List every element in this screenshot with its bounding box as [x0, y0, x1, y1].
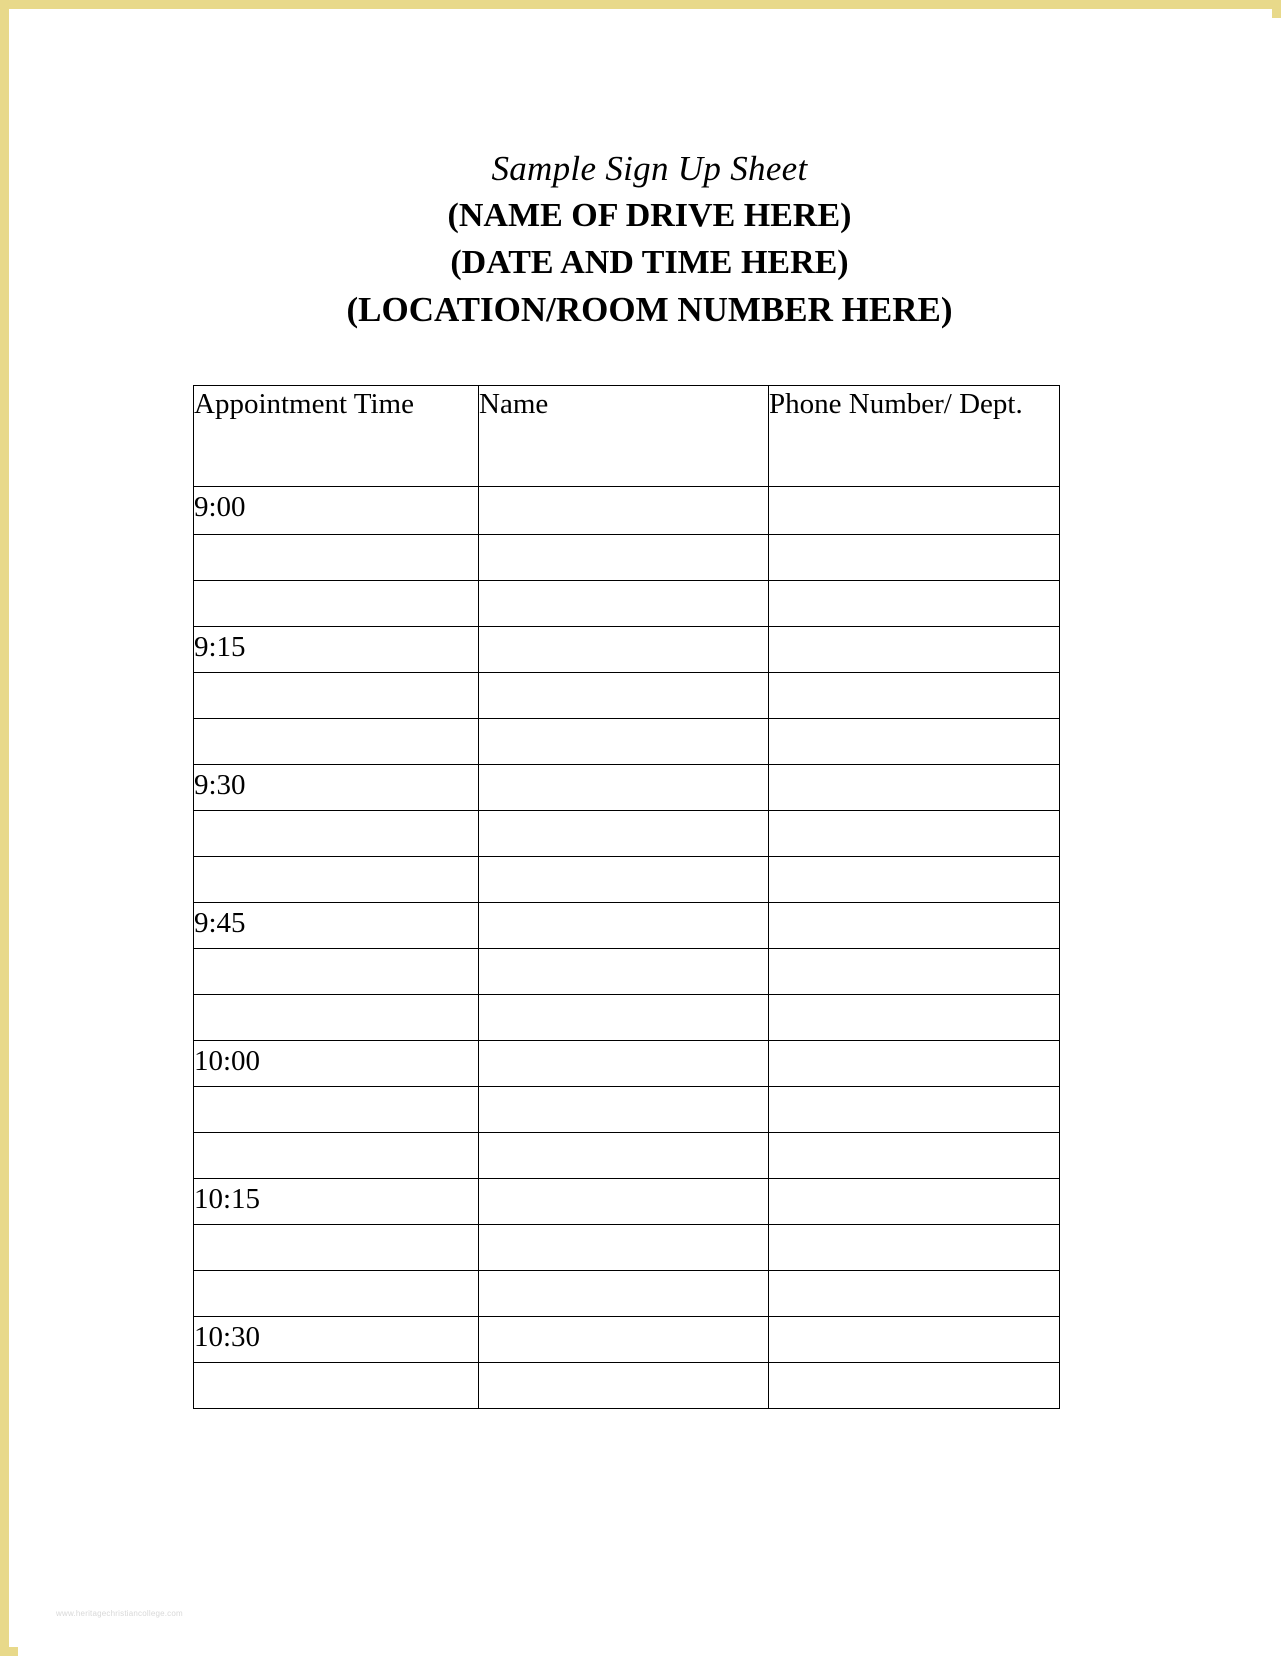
cell-time[interactable]	[194, 673, 479, 719]
cell-phone[interactable]	[769, 949, 1060, 995]
title-location: (LOCATION/ROOM NUMBER HERE)	[346, 290, 953, 329]
cell-name[interactable]	[479, 949, 769, 995]
cell-name[interactable]	[479, 1087, 769, 1133]
cell-name[interactable]	[479, 857, 769, 903]
cell-name[interactable]	[479, 1317, 769, 1363]
title-drive-name: (NAME OF DRIVE HERE)	[447, 197, 852, 234]
page-title: Sample Sign Up Sheet	[491, 149, 808, 188]
cell-time[interactable]	[194, 581, 479, 627]
cell-name[interactable]	[479, 673, 769, 719]
cell-phone[interactable]	[769, 719, 1060, 765]
cell-phone[interactable]	[769, 903, 1060, 949]
cell-name[interactable]	[479, 765, 769, 811]
cell-time[interactable]: 10:00	[194, 1041, 479, 1087]
cell-name[interactable]	[479, 1179, 769, 1225]
cell-name[interactable]	[479, 903, 769, 949]
cell-phone[interactable]	[769, 1363, 1060, 1409]
column-header-appointment-time: Appointment Time	[194, 386, 479, 487]
table-row	[194, 765, 1060, 811]
table-body	[194, 487, 1060, 1409]
cell-phone[interactable]	[769, 995, 1060, 1041]
document-sheet	[18, 18, 1281, 1656]
cell-name[interactable]	[479, 487, 769, 535]
cell-time[interactable]	[194, 1133, 479, 1179]
cell-time[interactable]	[194, 1363, 479, 1409]
table-row	[194, 1271, 1060, 1317]
cell-phone[interactable]	[769, 535, 1060, 581]
cell-time[interactable]	[194, 949, 479, 995]
table-row	[194, 811, 1060, 857]
table-header-row	[194, 386, 1060, 487]
cell-name[interactable]	[479, 995, 769, 1041]
watermark: www.heritagechristiancollege.com	[56, 1609, 183, 1618]
cell-name[interactable]	[479, 581, 769, 627]
cell-time[interactable]	[194, 719, 479, 765]
cell-name[interactable]	[479, 1271, 769, 1317]
document-header	[18, 18, 1281, 333]
cell-phone[interactable]	[769, 857, 1060, 903]
cell-time[interactable]: 9:15	[194, 627, 479, 673]
cell-phone[interactable]	[769, 487, 1060, 535]
cell-time[interactable]: 10:15	[194, 1179, 479, 1225]
table-row	[194, 1179, 1060, 1225]
title-date-time: (DATE AND TIME HERE)	[450, 244, 849, 281]
cell-phone[interactable]	[769, 673, 1060, 719]
cell-time[interactable]	[194, 995, 479, 1041]
table-row	[194, 857, 1060, 903]
cell-phone[interactable]	[769, 1133, 1060, 1179]
cell-phone[interactable]	[769, 581, 1060, 627]
table-row	[194, 1317, 1060, 1363]
table-row	[194, 1133, 1060, 1179]
cell-phone[interactable]	[769, 1271, 1060, 1317]
cell-phone[interactable]	[769, 1087, 1060, 1133]
cell-name[interactable]	[479, 719, 769, 765]
cell-name[interactable]	[479, 1041, 769, 1087]
column-header-phone-dept: Phone Number/ Dept.	[769, 386, 1060, 487]
table-row	[194, 627, 1060, 673]
cell-time[interactable]	[194, 1271, 479, 1317]
cell-time[interactable]: 9:45	[194, 903, 479, 949]
table-row	[194, 949, 1060, 995]
cell-name[interactable]	[479, 1363, 769, 1409]
cell-phone[interactable]	[769, 1041, 1060, 1087]
cell-name[interactable]	[479, 1133, 769, 1179]
cell-phone[interactable]	[769, 1179, 1060, 1225]
table-row	[194, 1087, 1060, 1133]
cell-phone[interactable]	[769, 1317, 1060, 1363]
table-row	[194, 995, 1060, 1041]
cell-time[interactable]	[194, 857, 479, 903]
cell-phone[interactable]	[769, 765, 1060, 811]
cell-name[interactable]	[479, 1225, 769, 1271]
cell-phone[interactable]	[769, 1225, 1060, 1271]
cell-name[interactable]	[479, 811, 769, 857]
table-row	[194, 1225, 1060, 1271]
cell-phone[interactable]	[769, 811, 1060, 857]
table-row	[194, 535, 1060, 581]
signup-table	[193, 385, 1060, 1409]
cell-phone[interactable]	[769, 627, 1060, 673]
cell-time[interactable]	[194, 1225, 479, 1271]
cell-time[interactable]: 10:30	[194, 1317, 479, 1363]
column-header-name: Name	[479, 386, 769, 487]
table-row	[194, 903, 1060, 949]
cell-name[interactable]	[479, 535, 769, 581]
cell-time[interactable]	[194, 535, 479, 581]
table-row	[194, 719, 1060, 765]
table-row	[194, 673, 1060, 719]
table-row	[194, 1041, 1060, 1087]
cell-time[interactable]: 9:30	[194, 765, 479, 811]
cell-time[interactable]	[194, 811, 479, 857]
table-row	[194, 1363, 1060, 1409]
cell-time[interactable]: 9:00	[194, 487, 479, 535]
cell-time[interactable]	[194, 1087, 479, 1133]
table-row	[194, 487, 1060, 535]
cell-name[interactable]	[479, 627, 769, 673]
table-row	[194, 581, 1060, 627]
